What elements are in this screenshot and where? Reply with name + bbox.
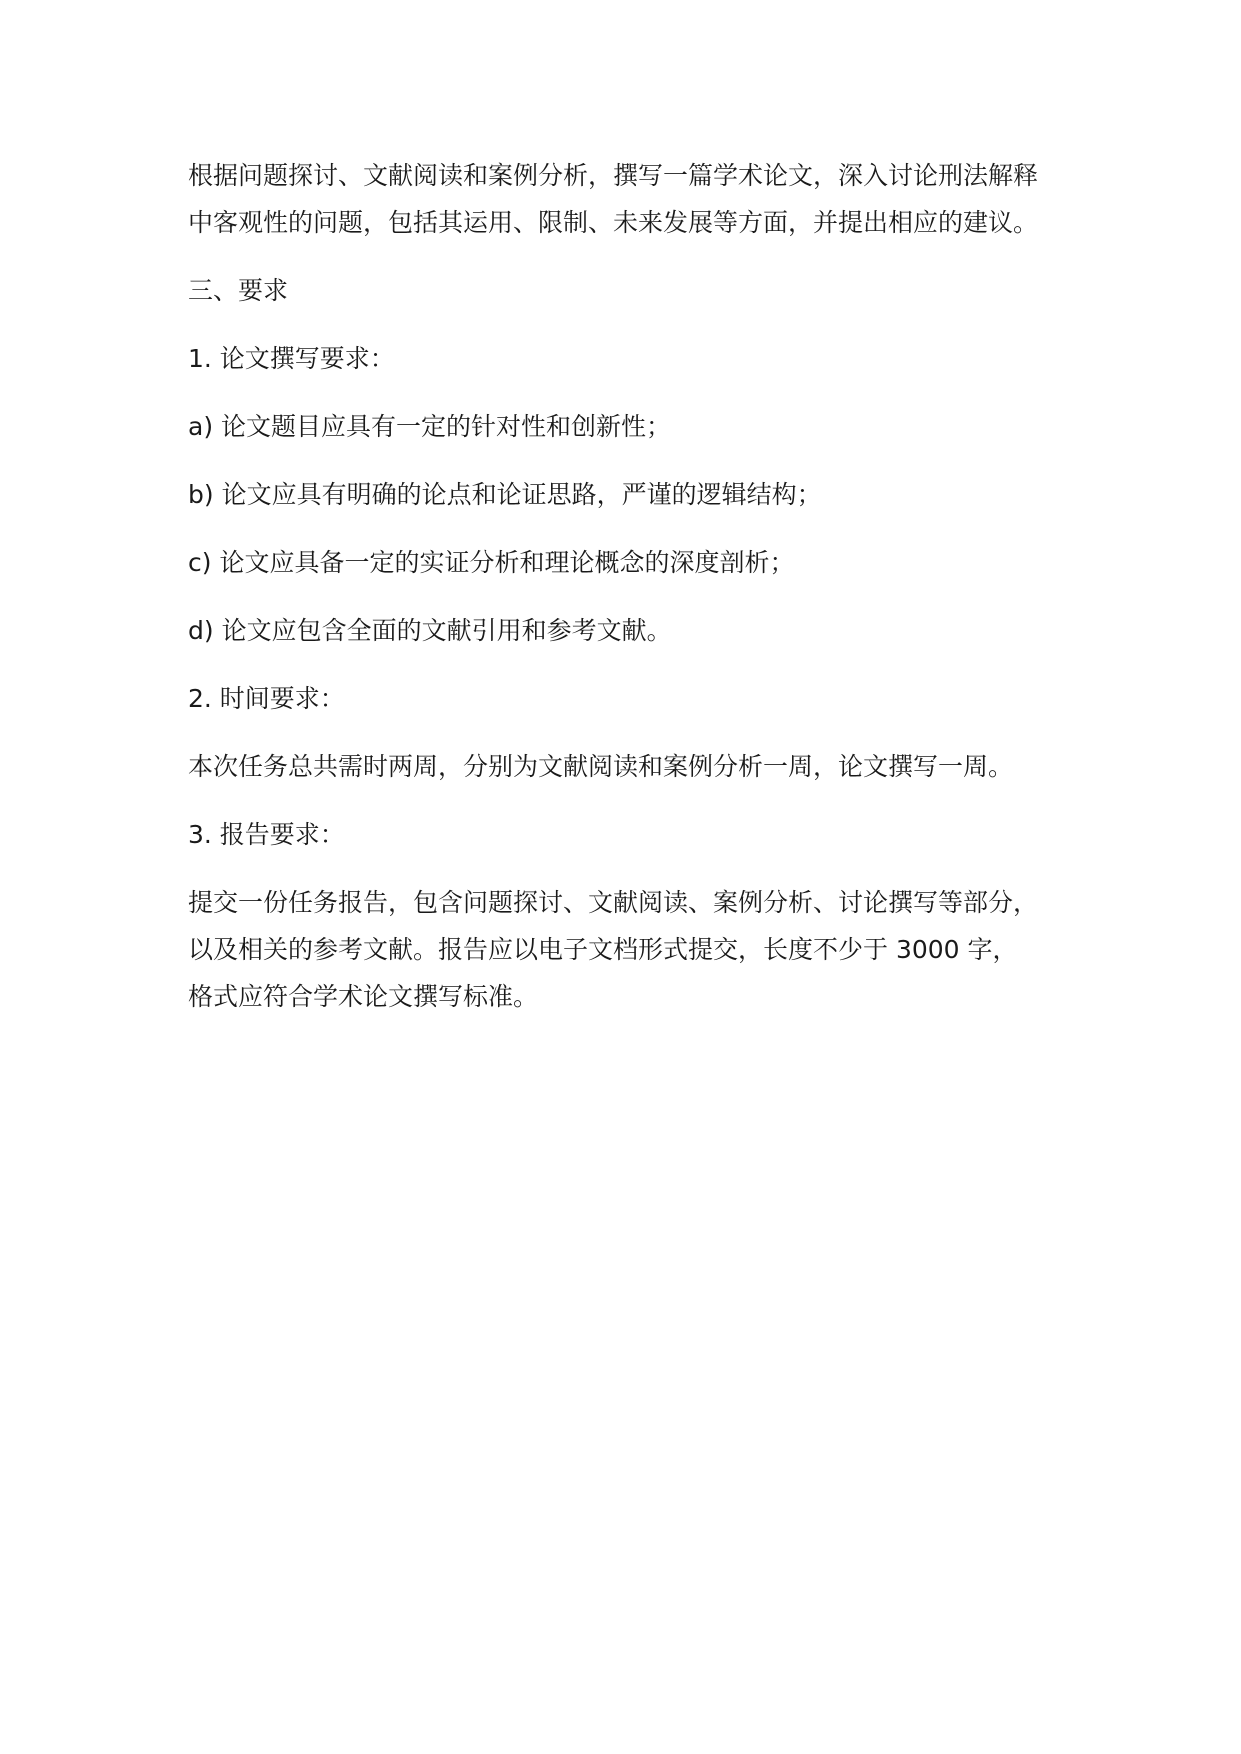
list-item-b: b) 论文应具有明确的论点和论证思路，严谨的逻辑结构； — [188, 480, 822, 509]
list-heading-paper-requirements: 1. 论文撰写要求： — [188, 344, 395, 373]
list-item-c: c) 论文应具备一定的实证分析和理论概念的深度剖析； — [188, 548, 795, 577]
document-body — [188, 152, 1038, 1041]
paragraph-report: 提交一份任务报告，包含问题探讨、文献阅读、案例分析、讨论撰写等部分，以及相关的参考文献。报告应以电子文档形式提交，长度不少于 3000 字，格式应符合学术论文撰写标准。 — [188, 888, 1039, 1011]
paragraph-time: 本次任务总共需时两周，分别为文献阅读和案例分析一周，论文撰写一周。 — [188, 752, 1014, 781]
paragraph-objective: 根据问题探讨、文献阅读和案例分析，撰写一篇学术论文，深入讨论刑法解释中客观性的问题，包括其运用、限制、未来发展等方面，并提出相应的建议。 — [188, 161, 1039, 237]
list-heading-time-requirements: 2. 时间要求： — [188, 684, 345, 713]
list-item-a: a) 论文题目应具有一定的针对性和创新性； — [188, 412, 672, 441]
list-item-d: d) 论文应包含全面的文献引用和参考文献。 — [188, 616, 672, 645]
section-heading-requirements: 三、要求 — [188, 276, 289, 305]
list-heading-report-requirements: 3. 报告要求： — [188, 820, 345, 849]
